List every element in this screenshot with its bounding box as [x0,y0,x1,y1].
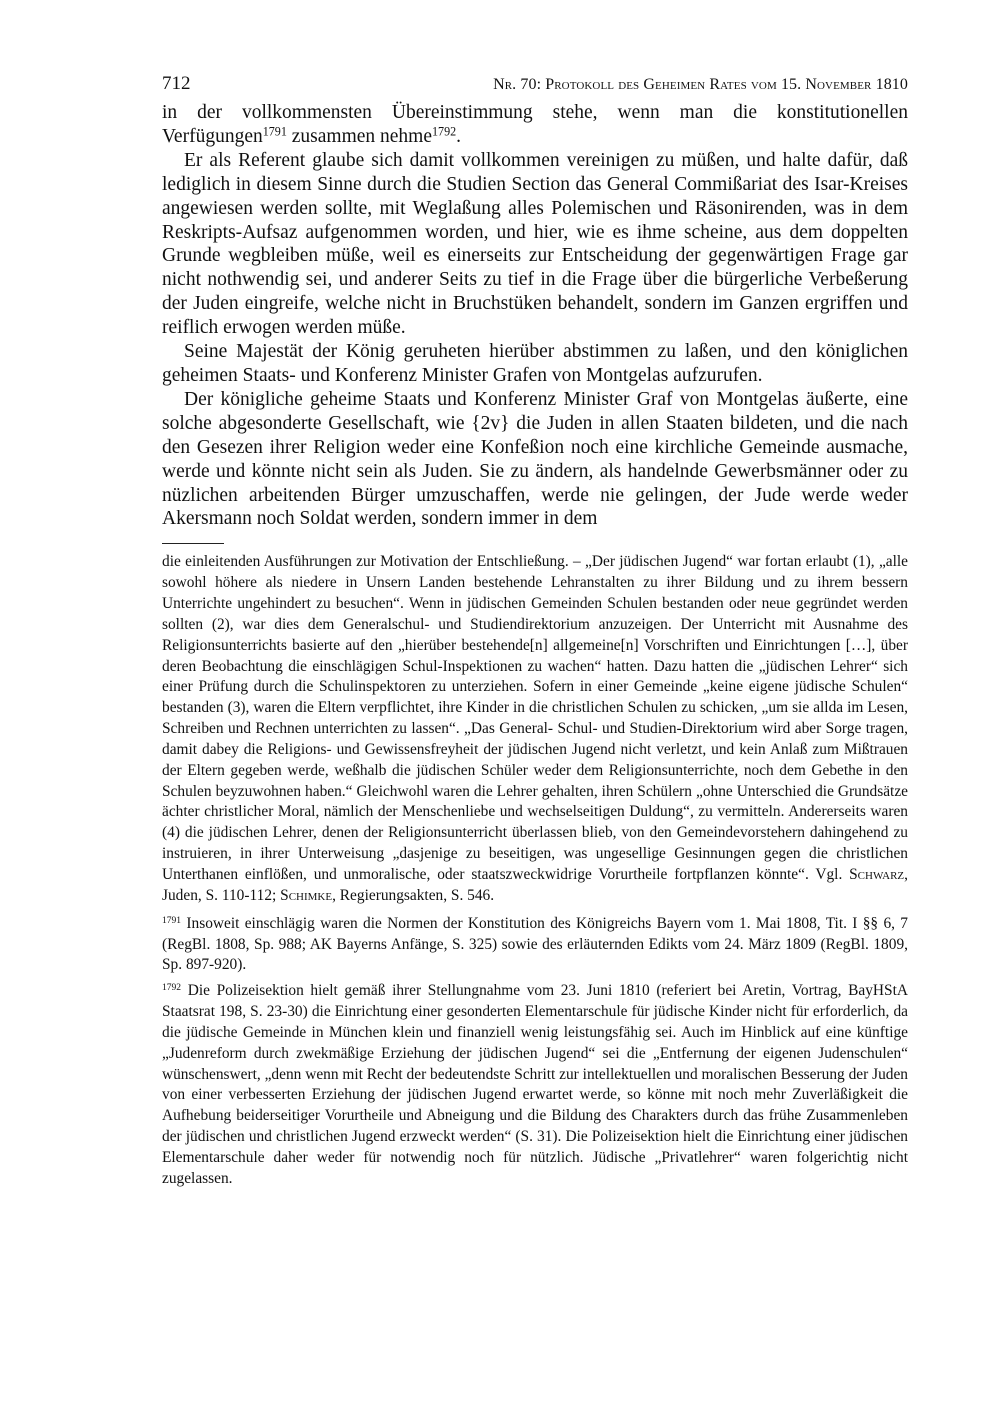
title-word-2-rest: eheimen [655,76,710,93]
footnotes [162,552,908,1189]
footnote-1791 [162,914,908,977]
body-paragraph-3: Seine Majestät der König geruheten hierüber abstimmen zu laßen, und den königlichen geheimen Staats- und Konferenz Minister Grafen von Montgelas aufzurufen. [162,341,908,386]
body-paragraph-2: Er als Referent glaube sich damit vollkommen vereinigen zu müßen, und halte dafür, daß lediglich in diesem Sinne durch die Studien Section das General Commißariat des Isar-Kreises angewiesen werden sollte, mit Weglaßung alles Polemischen und Räsonirenden, was in dem Reskripts-Aufsaz aufgenommen worden, und hier, wie es ihme scheine, aus dem doppelten Grunde wegbleiben müße, weil es einerseits zur Entscheidung der gegenwärtigen Frage gar nicht nothwendig sei, und anderer Seits zu tief in die Frage über die bürgerliche Verbeßerung der Juden eingreife, welche nicht in Bruchstüken behandelt, sondern im Ganzen ergriffen und reiflich erwogen werden müße. [162,149,908,339]
footnote-continuation [162,552,908,906]
running-head [162,72,908,98]
footnote-ref-1792[interactable]: 1792 [432,124,457,139]
body-paragraph-1 [162,101,908,149]
title-prefix-small-caps: r. 70: [504,76,546,93]
footnote-1792 [162,981,908,1189]
title-word-4-rest: ovember 1810 [817,76,908,93]
running-title [493,73,908,97]
title-word-2-initial: G [643,76,656,93]
continuation-text-a: die einleitenden Ausführungen zur Motivation der Entschließung. – „Der jüdischen Jugend“ war fortan erlaubt (1), „alle sowohl höhere als niedere in Unsern Landen bestehende Lehranstalten zu ihrer Bildung und zu ihrem bessern Unterrichte ungehindert zu besuchen“. Wenn in jüdischen Gemeinden Schulen bestanden oder neue gegründet werden sollten (2), war dies dem Generalschul- und Studiendirektorium anzuzeigen. Der Unterricht mit Ausnahme des Religionsunterrichts basierte auf den „hierüber bestehende[n] allgemeine[n] Vorschriften und Einrichtungen […], über deren Beobachtung die einschlägigen Schul-Inspektionen zu wachen“ hatten. Dazu hatten die „jüdischen Lehrer“ sich einer Prüfung durch die Schulinspektoren zu unterziehen. Sofern in einer Gemeinde „keine eigene jüdische Schulen“ bestanden (3), waren die Eltern verpflichtet, ihre Kinder in die christlichen Schulen zu schicken, „um sie allda im Lesen, Schreiben und Rechnen unterrichten zu lassen“. „Das General- Schul- und Studien-Direktorium wird aber Sorge tragen, damit dabey die Religions- und Gewissensfreyheit der jüdischen Jugend nicht verletzt, und kein Anlaß zum Mißtrauen der Eltern gegeben werde, weßhalb die jüdischen Schüler weder dem Religionsunterrichte, noch dem Gebethe in den Schulen beyzuwohnen haben.“ Gleichwohl waren die Lehrer gehalten, ihren Schülern „ohne Unterschied die Grundsätze ächter christlicher Moral, nämlich der Menschenliebe und wechselseitigen Duldung“, zu vermitteln. Andererseits waren (4) die jüdischen Lehrer, denen der Religionsunterricht überlassen blieb, von den Gemeindevorstehern dahingehend zu instruieren, in ihrer Unterweisung „dasjenige zu beseitigen, was ungesellige Gesinnungen gegen die christlichen Unterthanen einflößen, und unmoralische, oder staatszweckwidrige Vorurtheile fortpflanzen könnte“. Vgl. [162,553,908,883]
p1-text-a: in der vollkommensten Übereinstimmung stehe, wenn man die konstitutionellen Verfügungen [162,102,908,147]
footnote-text-1791: Insoweit einschlägig waren die Normen der Konstitution des Königreichs Bayern vom 1. Mai 1808, Tit. I §§ 6, 7 (RegBl. 1808, Sp. 988; AK Bayerns Anfänge, S. 325) sowie des erläuternden Edikts vom 24. März 1809 (RegBl. 1809, Sp. 897-920). [162,914,908,974]
title-word-4-initial: N [805,76,818,93]
continuation-text-b: , Juden, S. 110-112; [162,865,908,904]
author-schimke: Schimke [280,886,333,904]
body-paragraph-4: Der königliche geheime Staats und Konferenz Minister Graf von Montgelas äußerte, eine solche abgesonderte Gesellschaft, wie {2v} die Juden in allen Staaten bildeten, und die nach den Gesezen ihrer Religion weder eine Konfeßion noch eine kirchliche Gemeinde ausmache, werde und könnte nicht sein als Juden. Sie zu ändern, als handelnde Gewerbsmänner oder zu nüzlichen arbeitenden Bürger umzuschaffen, werde nie gelingen, der Jude werde weder Akersmann noch Soldat werden, sondern immer in dem [162,388,908,530]
title-word-3-rest: ates vom 15. [720,76,806,93]
footnote-ref-1791[interactable]: 1791 [262,124,287,139]
footnote-divider [162,543,224,544]
p1-text-b: zusammen nehme [286,125,432,147]
footnote-number-1791: 1791 [162,914,182,926]
title-word-1-rest: rotokoll des [554,76,644,93]
footnote-text-1792: Die Polizeisektion hielt gemäß ihrer Stellungnahme vom 23. Juni 1810 (referiert bei Aretin, Vortrag, BayHStA Staatsrat 198, S. 23-30) die Einrichtung einer gesonderten Elementarschule für jüdische Kinder nicht für erforderlich, da die jüdische Gemeinde in München klein und finanziell wenig leistungsfähig sei. Auch im Hinblick auf eine künftige „Judenreform durch zwekmäßige Erziehung der jüdischen Jugend“ sei die „Entfernung der eigenen Judenschulen“ wünschenswert, „denn wenn mit Recht der bedeutendste Schritt zur intellektuellen und moralischen Besserung der Juden von einer verbesserten Erziehung der jüdischen Jugend erwartet werde, so könne mit noch mehr Zuverläßigkeit die Aufhebung beiderseitiger Vorurtheile und Abneigung und die Bildung des Charakters durch das frühe Zusammenleben der jüdischen und christlichen Jugend erzweckt werden“ (S. 31). Die Polizeisektion hielt die Einrichtung einer jüdischen Elementarschule daher weder für notwendig noch für nützlich. Jüdische „Privatlehrer“ waren folgerichtig nicht zugelassen. [162,982,908,1187]
main-text [162,101,908,531]
title-word-3-initial: R [709,76,721,93]
page-number: 712 [162,73,191,94]
continuation-text-c: , Regierungsakten, S. 546. [332,886,495,904]
footnote-number-1792: 1792 [162,981,182,993]
title-prefix: N [493,76,505,93]
title-word-1-initial: P [545,76,555,93]
p1-text-c: . [456,125,462,147]
author-schwarz: Schwarz [849,865,905,883]
